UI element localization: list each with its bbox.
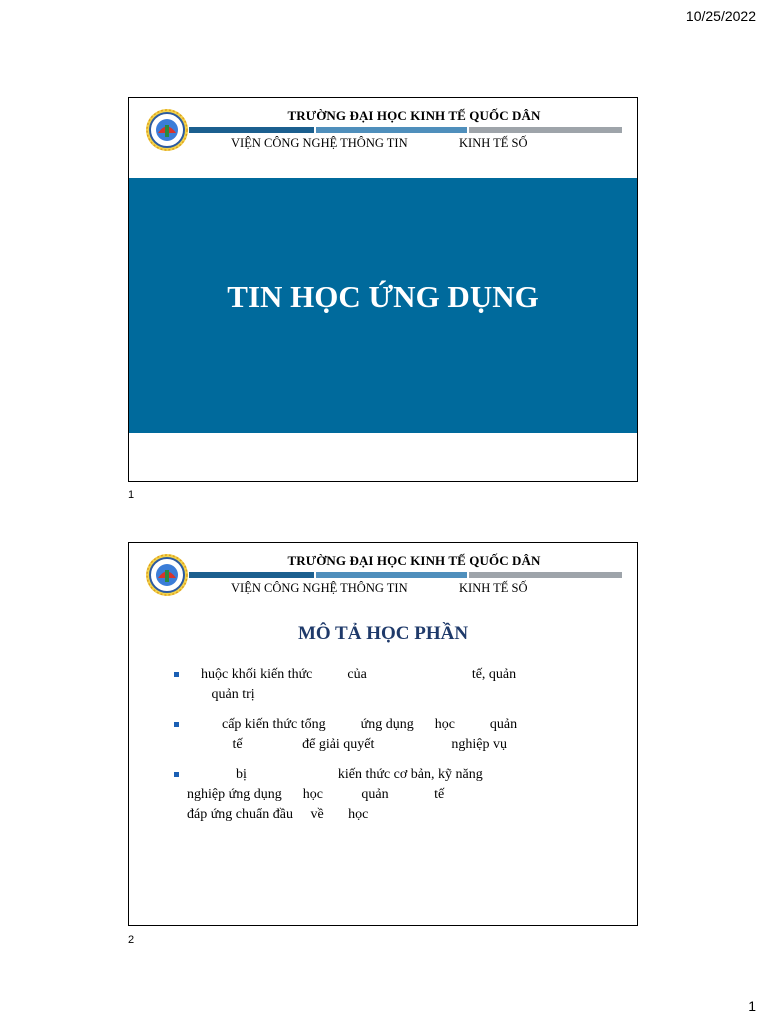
slide-header: [129, 98, 637, 168]
header-bar-mid: [316, 572, 467, 578]
institute-name: VIỆN CÔNG NGHỆ THÔNG TIN: [231, 581, 408, 595]
slide-header: [129, 543, 637, 613]
bullet-line: đáp ứng chuẩn đầu về học: [187, 807, 369, 822]
header-bar-mid: [316, 127, 467, 133]
institute-suffix: KINH TẾ SỐ: [459, 581, 528, 595]
bullet-line: quản trị: [201, 687, 255, 702]
bullet-square-icon: [174, 722, 179, 727]
bullet-square-icon: [174, 672, 179, 677]
bullet-line: nghiệp ứng dụng học quản tế: [187, 787, 445, 802]
print-date: 10/25/2022: [685, 8, 756, 24]
institute-suffix: KINH TẾ SỐ: [459, 136, 528, 150]
bullet-square-icon: [174, 772, 179, 777]
header-bar-gray: [469, 127, 622, 133]
bullet-line: bị kiến thức cơ bản, kỹ năng: [201, 767, 483, 782]
slide-number: 1: [128, 489, 135, 501]
list-item: [171, 715, 611, 755]
header-bar-gray: [469, 572, 622, 578]
list-item: [171, 665, 611, 705]
university-logo-icon: [145, 553, 189, 597]
header-bar-dark: [189, 127, 314, 133]
bullet-line: tế để giải quyết nghiệp vụ: [201, 737, 508, 752]
list-item: [171, 765, 611, 825]
slide-title: MÔ TẢ HỌC PHẦN: [297, 623, 469, 644]
title-band: [129, 178, 637, 433]
bullet-list: [171, 665, 611, 835]
slide-1: [128, 97, 638, 482]
page-number: 1: [748, 998, 756, 1014]
course-title: TIN HỌC ỨNG DỤNG: [227, 279, 539, 314]
university-logo-icon: [145, 108, 189, 152]
slide-2: [128, 542, 638, 926]
university-name: TRƯỜNG ĐẠI HỌC KINH TẾ QUỐC DÂN: [287, 553, 541, 568]
bullet-line: cấp kiến thức tổng ứng dụng học quản: [201, 717, 518, 732]
university-name: TRƯỜNG ĐẠI HỌC KINH TẾ QUỐC DÂN: [287, 108, 541, 123]
slide-number: 2: [128, 934, 135, 946]
header-bar-dark: [189, 572, 314, 578]
institute-name: VIỆN CÔNG NGHỆ THÔNG TIN: [231, 136, 408, 150]
bullet-line: huộc khối kiến thức của tế, quản: [201, 667, 517, 682]
